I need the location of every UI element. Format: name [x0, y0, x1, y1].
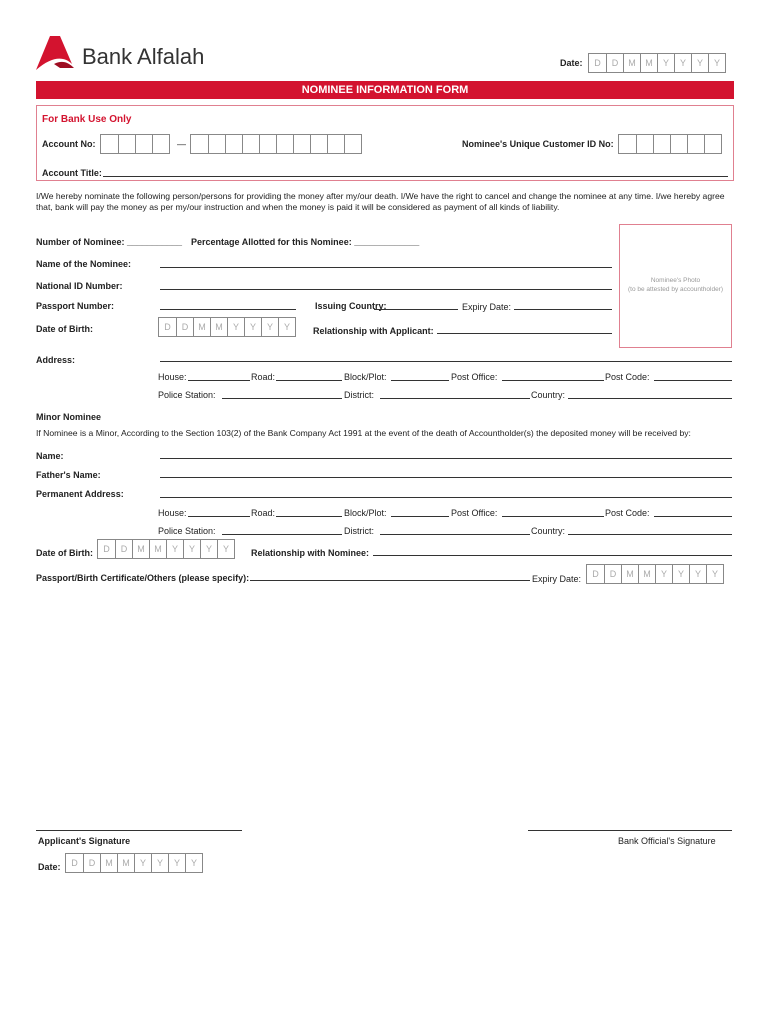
header-date-label: Date:: [560, 58, 583, 68]
minor-post-code-label: Post Code:: [605, 508, 650, 518]
nominee-dob-boxes[interactable]: D D M M Y Y Y Y: [158, 317, 296, 337]
form-title: NOMINEE INFORMATION FORM: [36, 81, 734, 99]
national-id-label: National ID Number:: [36, 281, 123, 291]
unique-id-label: Nominee's Unique Customer ID No:: [462, 139, 614, 149]
minor-text: If Nominee is a Minor, According to the Section 103(2) of the Bank Company Act 1991 at the event of the death of Accountholder(s) the deposited money will be received by:: [36, 428, 691, 438]
minor-road-label: Road:: [251, 508, 276, 518]
account-title-line[interactable]: [103, 176, 728, 177]
minor-expiry-boxes[interactable]: D D M M Y Y Y Y: [586, 564, 724, 584]
passport-birth-cert-label: Passport/Birth Certificate/Others (please specify):: [36, 573, 250, 583]
post-office-label: Post Office:: [451, 372, 498, 382]
minor-country-label: Country:: [531, 526, 566, 536]
number-of-nominee-label[interactable]: Number of Nominee: ___________: [36, 237, 183, 247]
account-no-boxes-1[interactable]: [100, 134, 170, 154]
country-label: Country:: [531, 390, 566, 400]
address-label: Address:: [36, 355, 76, 365]
minor-expiry-label: Expiry Date:: [532, 574, 582, 584]
post-office-line[interactable]: [502, 380, 604, 381]
road-line[interactable]: [276, 380, 342, 381]
minor-road-line[interactable]: [276, 516, 342, 517]
post-code-label: Post Code:: [605, 372, 650, 382]
father-name-label: Father's Name:: [36, 470, 101, 480]
dob-label: Date of Birth:: [36, 324, 93, 334]
national-id-line[interactable]: [160, 289, 612, 290]
minor-block-line[interactable]: [391, 516, 449, 517]
brand-name: Bank Alfalah: [82, 44, 205, 69]
passport-label: Passport Number:: [36, 301, 115, 311]
expiry-date-label: Expiry Date:: [462, 302, 512, 312]
minor-house-label: House:: [158, 508, 187, 518]
photo-label-2: (to be attested by accountholder): [627, 286, 724, 293]
country-line[interactable]: [568, 398, 732, 399]
police-station-line[interactable]: [222, 398, 342, 399]
father-name-line[interactable]: [160, 477, 732, 478]
applicant-signature-line[interactable]: [36, 830, 242, 831]
header-date-boxes[interactable]: D D M M Y Y Y Y: [588, 53, 726, 73]
official-signature-line[interactable]: [528, 830, 732, 831]
house-line[interactable]: [188, 380, 250, 381]
minor-name-label: Name:: [36, 451, 64, 461]
unique-id-boxes[interactable]: [618, 134, 722, 154]
post-code-line[interactable]: [654, 380, 732, 381]
issuing-country-line[interactable]: [374, 309, 458, 310]
minor-name-line[interactable]: [160, 458, 732, 459]
minor-post-code-line[interactable]: [654, 516, 732, 517]
minor-district-line[interactable]: [380, 534, 530, 535]
road-label: Road:: [251, 372, 276, 382]
minor-police-station-line[interactable]: [222, 534, 342, 535]
minor-district-label: District:: [344, 526, 374, 536]
minor-post-office-line[interactable]: [502, 516, 604, 517]
account-no-label: Account No:: [42, 139, 96, 149]
issuing-country-label: Issuing Country:: [315, 301, 387, 311]
expiry-date-line[interactable]: [514, 309, 612, 310]
district-label: District:: [344, 390, 374, 400]
relationship-nominee-label: Relationship with Nominee:: [251, 548, 370, 558]
permanent-address-line[interactable]: [160, 497, 732, 498]
nominee-name-line[interactable]: [160, 267, 612, 268]
declaration-text: I/We hereby nominate the following person/persons for providing the money after my/our death. I/We have the right to cancel and change the nominee at any time. I/we hereby agree that, bank will pay the money as per my/our instruction and when the money is paid it will be considered as payment of all kinds of liability.: [36, 191, 725, 212]
nominee-name-label: Name of the Nominee:: [36, 259, 132, 269]
percentage-label[interactable]: Percentage Allotted for this Nominee: _____________: [191, 237, 420, 247]
block-label: Block/Plot:: [344, 372, 387, 382]
district-line[interactable]: [380, 398, 530, 399]
minor-post-office-label: Post Office:: [451, 508, 498, 518]
permanent-address-label: Permanent Address:: [36, 489, 124, 499]
house-label: House:: [158, 372, 187, 382]
minor-house-line[interactable]: [188, 516, 250, 517]
block-line[interactable]: [391, 380, 449, 381]
bank-alfalah-logo-icon: [34, 34, 78, 72]
minor-dob-label: Date of Birth:: [36, 548, 93, 558]
minor-heading: Minor Nominee: [36, 412, 102, 422]
bank-use-heading: For Bank Use Only: [42, 114, 132, 125]
minor-block-label: Block/Plot:: [344, 508, 387, 518]
official-signature-label: Bank Official's Signature: [618, 836, 716, 846]
police-station-label: Police Station:: [158, 390, 216, 400]
account-no-dash: —: [177, 139, 186, 149]
signature-date-label: Date:: [38, 862, 61, 872]
applicant-signature-label: Applicant's Signature: [38, 836, 131, 846]
minor-country-line[interactable]: [568, 534, 732, 535]
account-title-label: Account Title:: [42, 168, 102, 178]
relationship-nominee-line[interactable]: [373, 555, 732, 556]
passport-line[interactable]: [160, 309, 296, 310]
minor-police-station-label: Police Station:: [158, 526, 216, 536]
account-no-boxes-2[interactable]: [190, 134, 362, 154]
signature-date-boxes[interactable]: D D M M Y Y Y Y: [65, 853, 203, 873]
relationship-applicant-label: Relationship with Applicant:: [313, 326, 434, 336]
address-line[interactable]: [160, 361, 732, 362]
photo-label-1: Nominee's Photo: [650, 277, 701, 284]
relationship-applicant-line[interactable]: [437, 333, 612, 334]
minor-dob-boxes[interactable]: D D M M Y Y Y Y: [97, 539, 235, 559]
passport-birth-cert-line[interactable]: [250, 580, 530, 581]
